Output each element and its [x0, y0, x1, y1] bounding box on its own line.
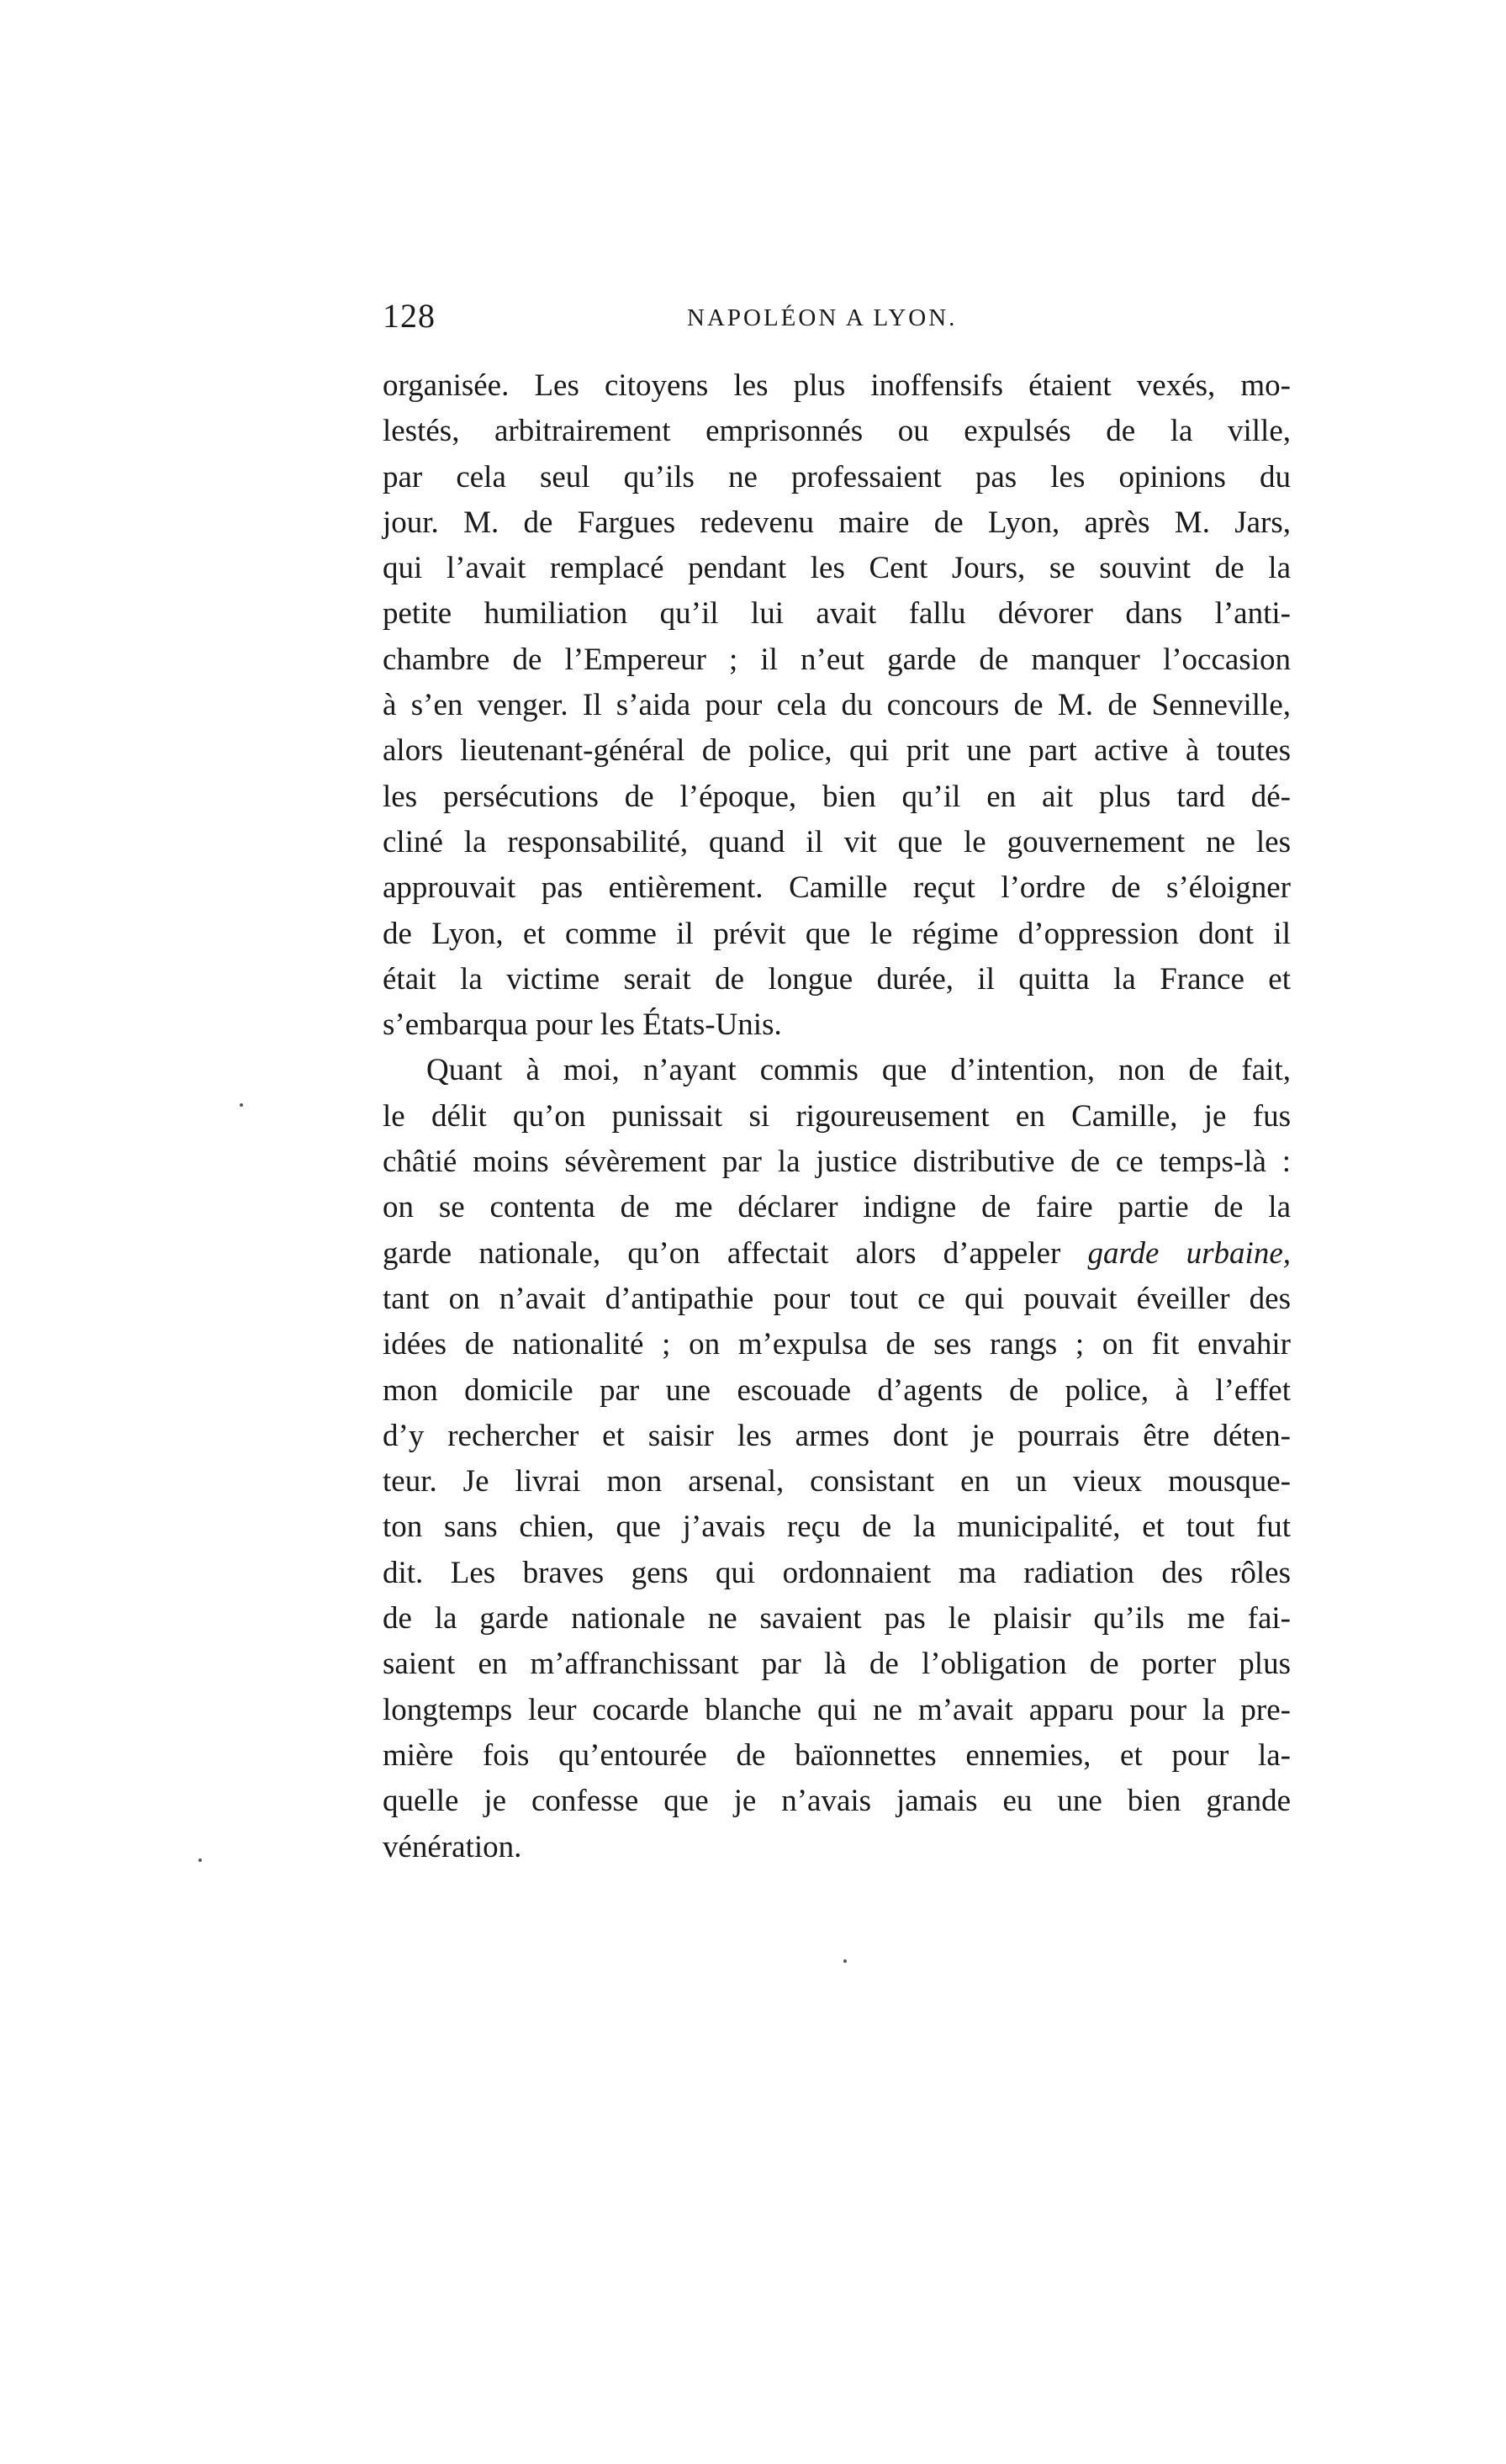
text-line: jour. M. de Fargues redevenu maire de Lyon, après M. Jars,	[383, 505, 1291, 540]
text-line: les persécutions de l’époque, bien qu’il en ait plus tard dé-	[383, 779, 1291, 814]
paragraph-1	[383, 363, 1291, 1048]
text-line: approuvait pas entièrement. Camille reçut l’ordre de s’éloigner	[383, 870, 1291, 906]
text-line: Quant à moi, n’ayant commis que d’intention, non de fait,	[426, 1053, 1291, 1088]
text-line: longtemps leur cocarde blanche qui ne m’avait apparu pour la pre-	[383, 1692, 1291, 1727]
text-line: d’y rechercher et saisir les armes dont je pourrais être déten-	[383, 1418, 1291, 1453]
text-line: saient en m’affranchissant par là de l’obligation de porter plus	[383, 1647, 1291, 1682]
text-line: idées de nationalité ; on m’expulsa de ses rangs ; on fit envahir	[383, 1327, 1291, 1362]
text-line: mon domicile par une escouade d’agents de police, à l’effet	[383, 1372, 1291, 1408]
text-line: alors lieutenant-général de police, qui prit une part active à toutes	[383, 733, 1291, 769]
paragraph-2	[383, 1048, 1291, 1869]
text-line: le délit qu’on punissait si rigoureusement en Camille, je fus	[383, 1098, 1291, 1134]
page-number: 128	[383, 297, 436, 335]
text-line: cliné la responsabilité, quand il vit que le gouvernement ne les	[383, 824, 1291, 859]
text-line: teur. Je livrai mon arsenal, consistant en un vieux mousque-	[383, 1464, 1291, 1499]
text-line: vénération.	[383, 1829, 522, 1864]
text-line: mière fois qu’entourée de baïonnettes ennemies, et pour la-	[383, 1737, 1291, 1773]
text-line: petite humiliation qu’il lui avait fallu dévorer dans l’anti-	[383, 596, 1291, 632]
text-line: ton sans chien, que j’avais reçu de la municipalité, et tout fut	[383, 1510, 1291, 1545]
text-line: qui l’avait remplacé pendant les Cent Jours, se souvint de la	[383, 551, 1291, 586]
running-title: NAPOLÉON A LYON.	[687, 304, 958, 331]
text-line: dit. Les braves gens qui ordonnaient ma radiation des rôles	[383, 1555, 1291, 1590]
text-line: tant on n’avait d’antipathie pour tout ce qui pouvait éveiller des	[383, 1281, 1291, 1316]
text-line: à s’en venger. Il s’aida pour cela du concours de M. de Senneville,	[383, 688, 1291, 723]
text-line: lestés, arbitrairement emprisonnés ou expulsés de la ville,	[383, 414, 1291, 449]
text-line: de la garde nationale ne savaient pas le plaisir qu’ils me fai-	[383, 1601, 1291, 1636]
stray-mark	[843, 1959, 847, 1963]
body-text	[383, 363, 1291, 1870]
text-line: organisée. Les citoyens les plus inoffensifs étaient vexés, mo-	[383, 368, 1291, 403]
text-line: par cela seul qu’ils ne professaient pas les opinions du	[383, 459, 1291, 494]
stray-mark	[240, 1103, 243, 1107]
text-line: de Lyon, et comme il prévit que le régime d’oppression dont il	[383, 916, 1291, 951]
italic-term: garde urbaine,	[1087, 1235, 1292, 1271]
text-line: chambre de l’Empereur ; il n’eut garde de manquer l’occasion	[383, 642, 1291, 677]
text-line: on se contenta de me déclarer indigne de faire partie de la	[383, 1190, 1291, 1225]
text-line	[383, 1231, 1291, 1277]
text-line: s’embarqua pour les États-Unis.	[383, 1007, 782, 1043]
stray-mark	[198, 1859, 202, 1862]
text-line: était la victime serait de longue durée, il quitta la France et	[383, 961, 1291, 997]
text-run: garde nationale, qu’on affectait alors d’appeler	[383, 1235, 1061, 1271]
text-line: quelle je confesse que je n’avais jamais eu une bien grande	[383, 1784, 1291, 1819]
text-line: châtié moins sévèrement par la justice distributive de ce temps-là :	[383, 1145, 1291, 1180]
page-header	[383, 296, 1291, 346]
